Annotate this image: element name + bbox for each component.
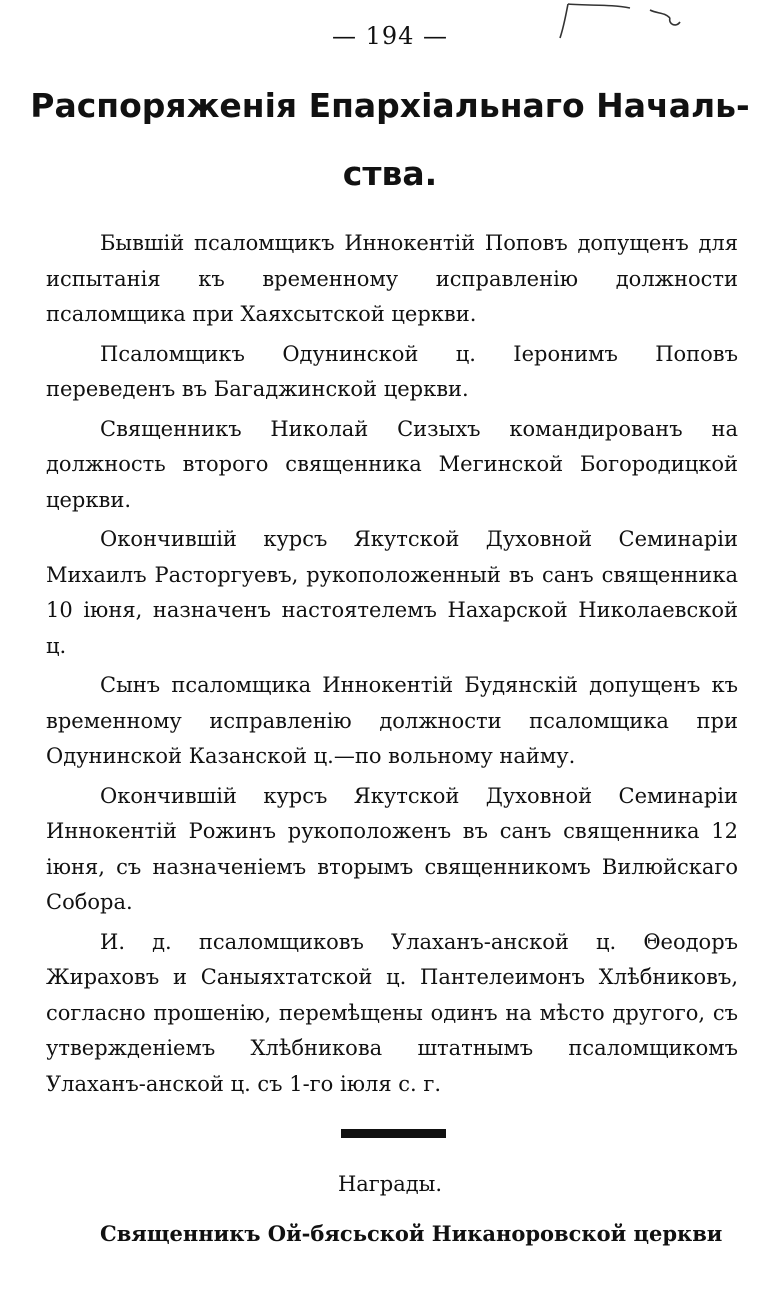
paragraph: И. д. псаломщиковъ Улаханъ-анской ц. Θеодоръ Жираховъ и Саныяхтатской ц. Пантелеимонъ Хлѣбниковъ, согласно прошенію, перемѣщены одинъ на мѣсто другого, съ утвержденіемъ Хлѣбникова штатнымъ псаломщикомъ Улаханъ-анской ц. съ 1-го іюля с. г. <box>46 929 738 1096</box>
paragraph: Сынъ псаломщика Иннокентій Будянскій допущенъ къ временному исправленію должности псаломщика при Одунинской Казанской ц.—по вольному найму. <box>46 673 738 768</box>
paragraph: Окончившій курсъ Якутской Духовной Семинаріи Михаилъ Расторгуевъ, рукоположенный въ санъ священника 10 іюня, назначенъ настоятелемъ Нахарской Николаевской ц. <box>46 527 738 658</box>
paragraph: Псаломщикъ Одунинской ц. Іеронимъ Поповъ переведенъ въ Багаджинской церкви. <box>46 341 738 401</box>
paragraph: Бывшій псаломщикъ Иннокентій Поповъ допущенъ для испытанія къ временному исправленію должности псаломщика при Хаяхсытской церкви. <box>46 231 738 326</box>
section-divider <box>341 1129 446 1138</box>
awards-heading: Награды. <box>337 1172 443 1196</box>
section-title-line-1: Распоряженія Епархіальнаго Началь- <box>30 86 750 125</box>
section-title-line-2: ства. <box>342 154 438 193</box>
paragraph: Окончившій курсъ Якутской Духовной Семинаріи Иннокентій Рожинъ рукоположенъ въ санъ священника 12 іюня, съ назначеніемъ вторымъ священникомъ Вилюйскаго Собора. <box>46 783 738 914</box>
paragraph: Священникъ Николай Сизыхъ командированъ на должность второго священника Мегинской Богородицкой церкви. <box>46 416 738 512</box>
section-title <box>20 72 760 208</box>
page-number: — 194 — <box>331 22 449 50</box>
announcements-body <box>46 226 738 1106</box>
awards-first-line: Священникъ Ой-бясьской Никаноровской церкви <box>100 1221 723 1246</box>
